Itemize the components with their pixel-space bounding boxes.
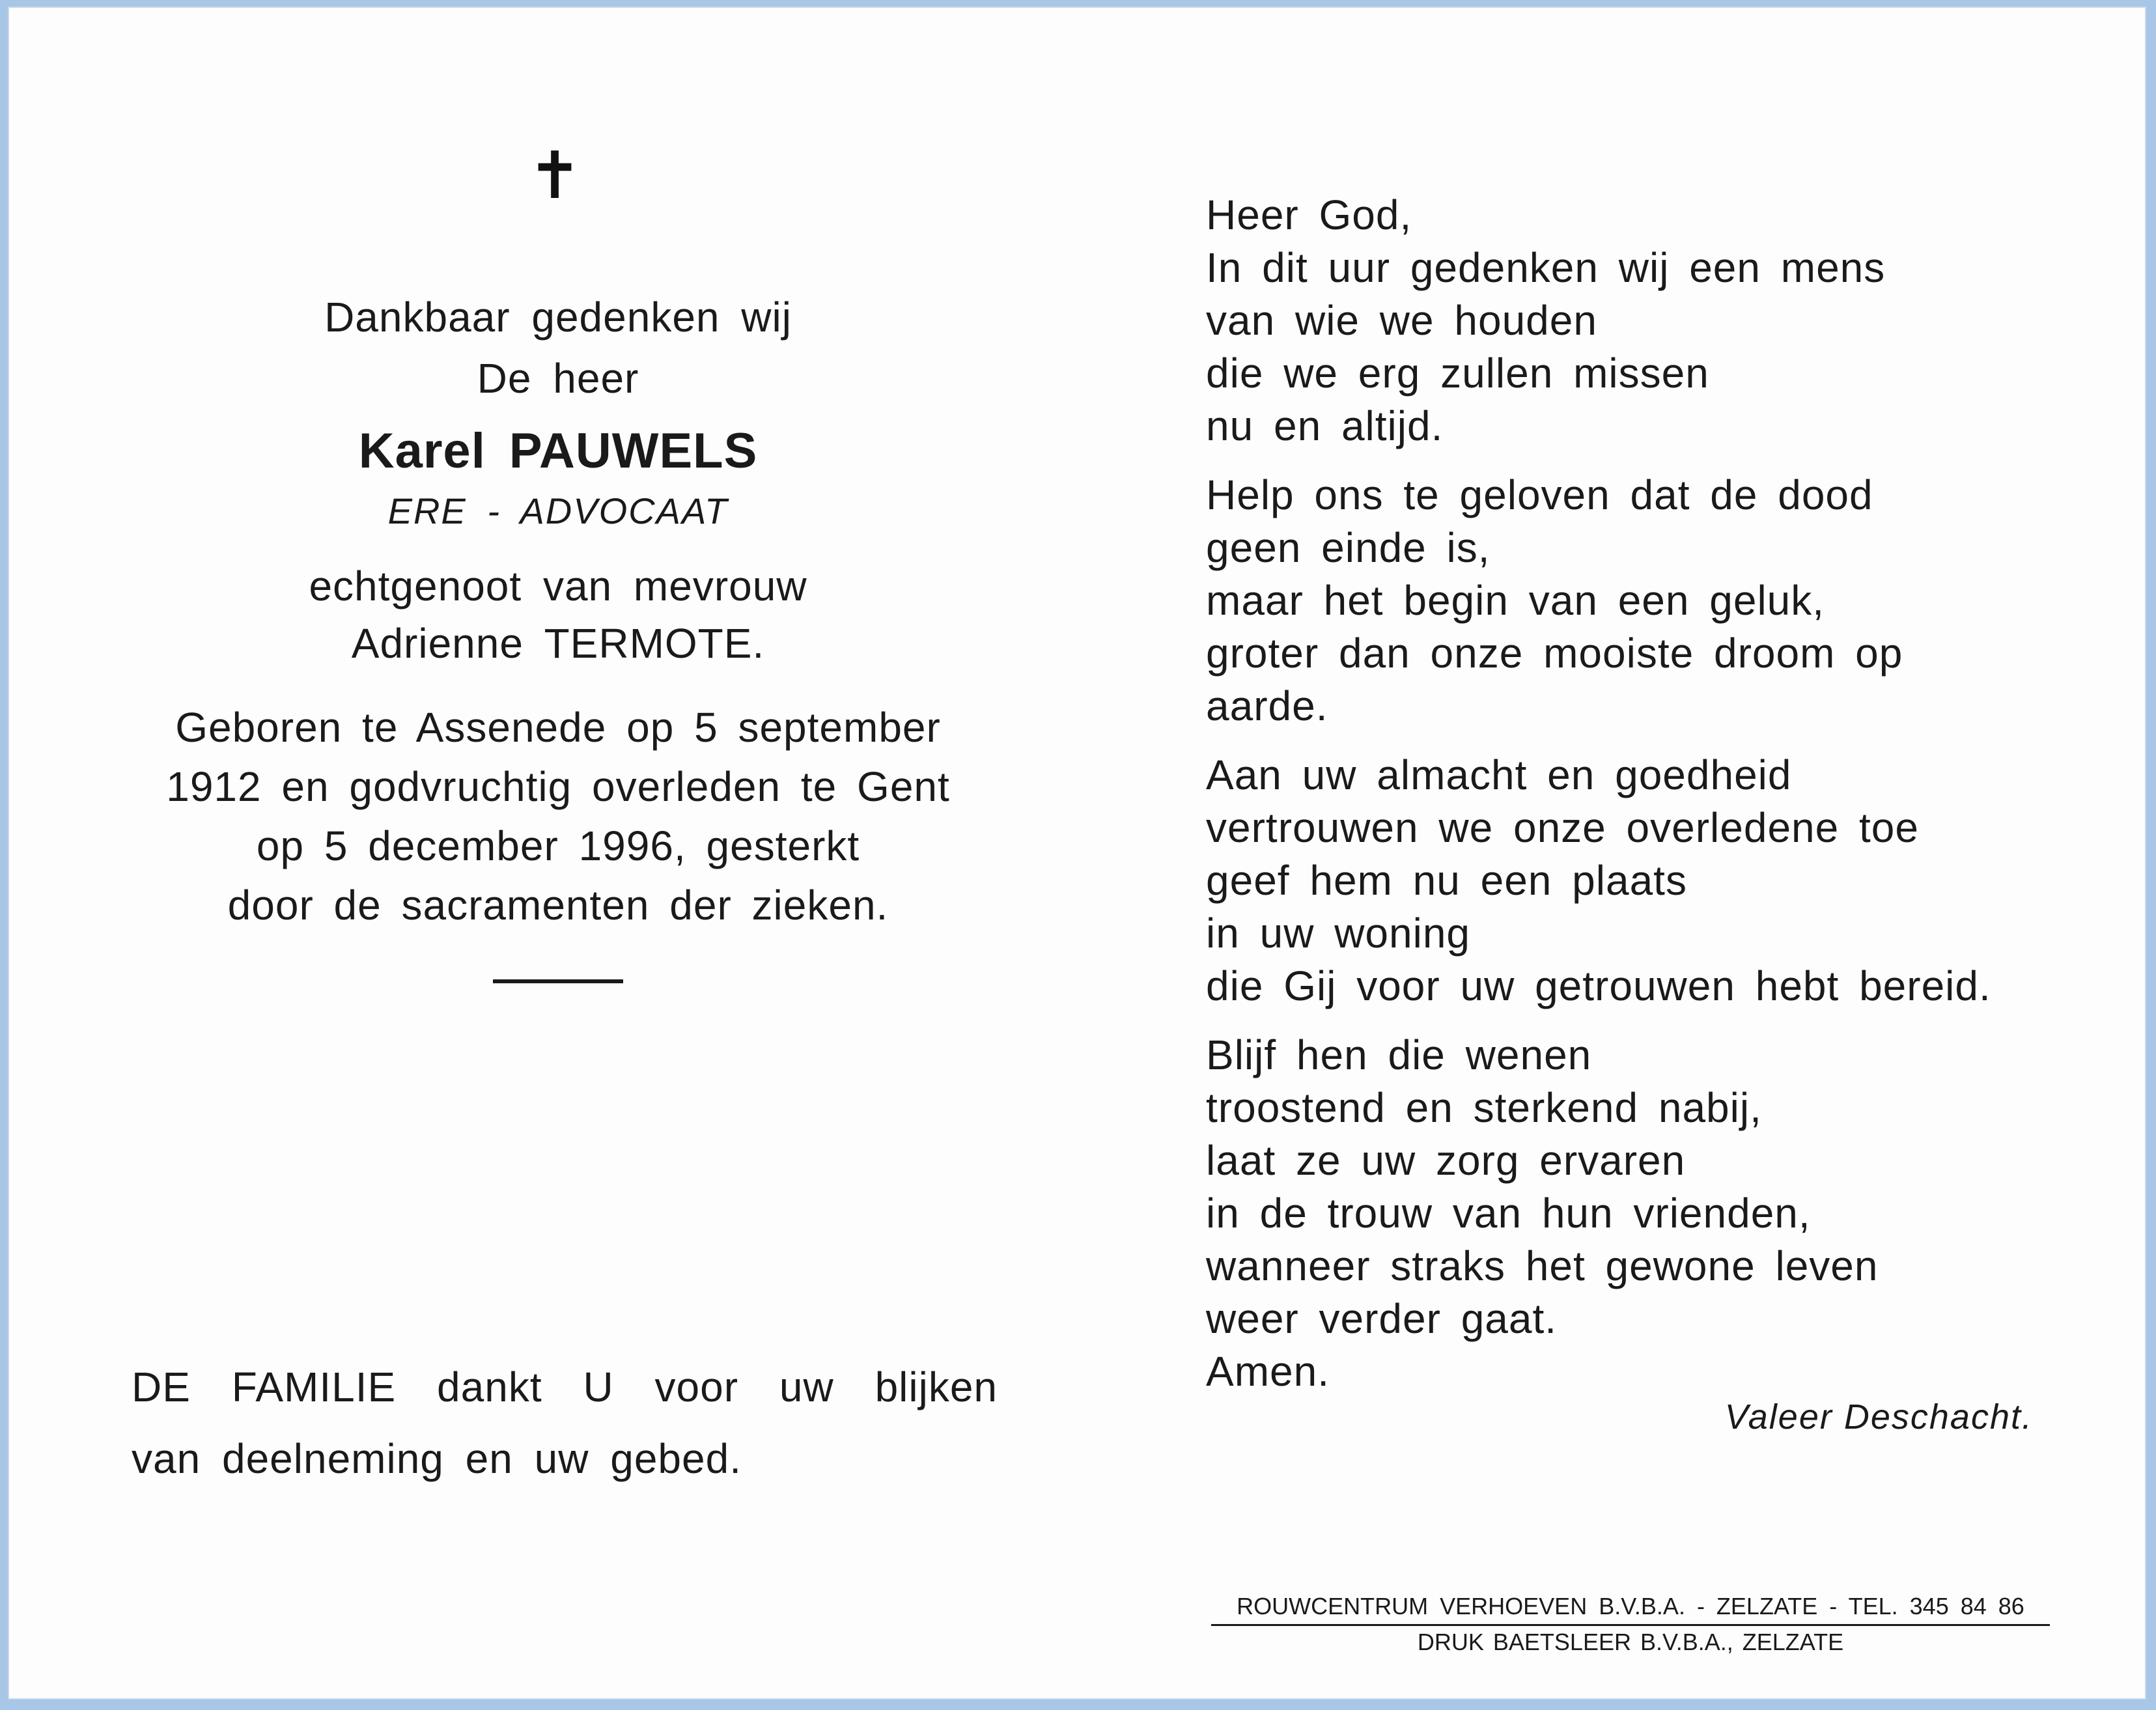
birth-line: door de sacramenten der zieken. <box>227 882 889 929</box>
poem-line: geen einde is, <box>1206 524 1491 571</box>
birth-line: 1912 en godvruchtig overleden te Gent <box>166 763 950 810</box>
poem-line: troostend en sterkend nabij, <box>1206 1084 1762 1131</box>
thanks-line: DE FAMILIE dankt U voor uw blijken <box>132 1364 998 1410</box>
poem-author: Valeer Deschacht. <box>1724 1397 2033 1437</box>
divider-rule <box>493 979 623 983</box>
intro-text: Dankbaar gedenken wij <box>324 294 792 341</box>
deceased-name: Karel PAUWELS <box>358 423 758 479</box>
poem-line: weer verder gaat. <box>1206 1295 1558 1342</box>
salutation: De heer <box>477 355 639 402</box>
poem-line: In dit uur gedenken wij een mens <box>1206 244 1886 291</box>
poem <box>1206 189 2052 1414</box>
memorial-card <box>8 7 2146 1700</box>
poem-line: Help ons te geloven dat de dood <box>1206 471 1873 518</box>
birth-death-text <box>112 698 1004 935</box>
thanks-line: van deelneming en uw gebed. <box>132 1435 742 1482</box>
poem-stanza <box>1206 469 2052 733</box>
poem-line: Blijf hen die wenen <box>1206 1031 1592 1078</box>
spouse-line: echtgenoot van mevrouw <box>309 563 807 610</box>
poem-line: Heer God, <box>1206 191 1412 238</box>
poem-line: groter dan onze mooiste droom op <box>1206 630 1903 677</box>
birth-line: Geboren te Assenede op 5 september <box>175 704 941 751</box>
birth-line: op 5 december 1996, gesterkt <box>256 822 860 869</box>
funeral-home-line: ROUWCENTRUM VERHOEVEN B.V.B.A. - ZELZATE - TEL. 345 84 86 <box>1211 1593 2050 1626</box>
poem-line: aarde. <box>1206 682 1328 729</box>
poem-stanza <box>1206 189 2052 453</box>
poem-line: van wie we houden <box>1206 297 1597 344</box>
poem-line: wanneer straks het gewone leven <box>1206 1242 1879 1289</box>
poem-line: in de trouw van hun vrienden, <box>1206 1190 1811 1237</box>
family-thanks <box>132 1351 998 1494</box>
poem-line: nu en altijd. <box>1206 402 1444 449</box>
poem-line: die we erg zullen missen <box>1206 350 1709 397</box>
poem-stanza <box>1206 749 2052 1013</box>
poem-line: geef hem nu een plaats <box>1206 857 1687 904</box>
poem-line: in uw woning <box>1206 910 1470 957</box>
spouse-name: Adrienne TERMOTE. <box>351 620 765 667</box>
poem-line: die Gij voor uw getrouwen hebt bereid. <box>1206 962 1991 1009</box>
poem-line: Aan uw almacht en goedheid <box>1206 751 1792 798</box>
poem-line: maar het begin van een geluk, <box>1206 577 1825 624</box>
printer-imprint <box>1211 1593 2050 1656</box>
poem-stanza <box>1206 1029 2052 1398</box>
left-panel <box>112 137 1004 983</box>
printer-line: DRUK BAETSLEER B.V.B.A., ZELZATE <box>1417 1629 1844 1655</box>
poem-line: laat ze uw zorg ervaren <box>1206 1137 1686 1184</box>
poem-line: vertrouwen we onze overledene toe <box>1206 804 1919 851</box>
poem-line: Amen. <box>1206 1348 1330 1395</box>
deceased-title: ERE - ADVOCAAT <box>387 490 729 531</box>
cross-icon: ✝ <box>527 137 582 214</box>
